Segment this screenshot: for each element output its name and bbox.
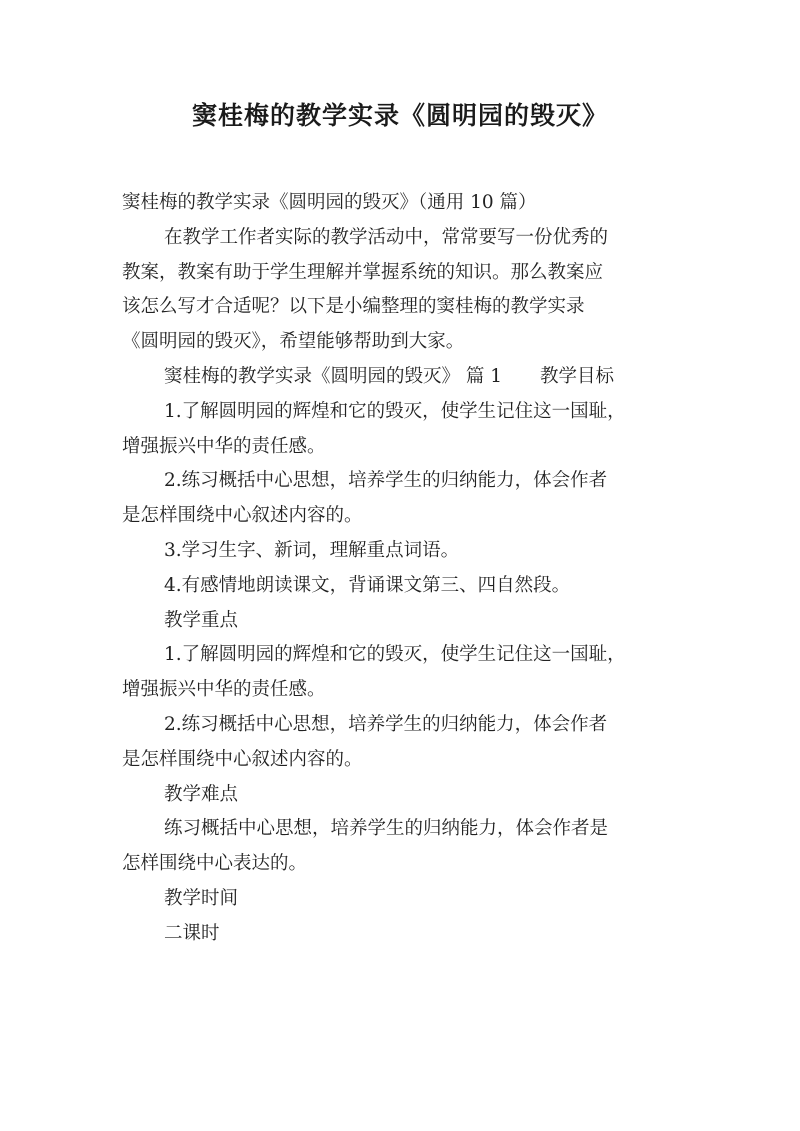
text-line bbox=[122, 778, 682, 813]
text-line-content: 教学时间 bbox=[164, 887, 239, 909]
text-line bbox=[122, 847, 682, 882]
text-line-content: 4.有感情地朗读课文，背诵课文第三、四自然段。 bbox=[164, 574, 571, 596]
text-line-content: 1.了解圆明园的辉煌和它的毁灭，使学生记住这一国耻， bbox=[164, 644, 626, 666]
document-title: 窦桂梅的教学实录《圆明园的毁灭》 bbox=[191, 101, 608, 130]
text-line bbox=[122, 743, 682, 778]
section-heading: 教学目标 bbox=[540, 365, 615, 387]
text-line-content: 窦桂梅的教学实录《圆明园的毁灭》（通用 10 篇） bbox=[122, 192, 537, 213]
text-line bbox=[122, 638, 682, 673]
text-line bbox=[122, 569, 682, 604]
text-line-content: 增强振兴中华的责任感。 bbox=[122, 435, 326, 457]
text-line-content: 是怎样围绕中心叙述内容的。 bbox=[122, 505, 363, 527]
text-line bbox=[122, 499, 682, 534]
text-line bbox=[122, 534, 682, 569]
text-line-content: 3.学习生字、新词，理解重点词语。 bbox=[164, 539, 460, 561]
text-line bbox=[122, 882, 682, 917]
text-line-content: 教学难点 bbox=[164, 783, 239, 805]
text-line bbox=[122, 290, 682, 325]
document-body bbox=[122, 186, 682, 952]
text-line bbox=[122, 360, 682, 395]
text-line-content: 2.练习概括中心思想，培养学生的归纳能力，体会作者 bbox=[164, 713, 608, 735]
text-line bbox=[122, 464, 682, 499]
text-line-content: 《圆明园的毁灭》，希望能够帮助到大家。 bbox=[122, 331, 465, 353]
text-line-content: 1.了解圆明园的辉煌和它的毁灭，使学生记住这一国耻， bbox=[164, 400, 626, 422]
text-line bbox=[122, 256, 682, 291]
text-line-content: 该怎么写才合适呢？以下是小编整理的窦桂梅的教学实录 bbox=[122, 296, 585, 318]
text-line-content: 练习概括中心思想，培养学生的归纳能力，体会作者是 bbox=[164, 818, 609, 840]
text-line bbox=[122, 673, 682, 708]
text-line-content: 增强振兴中华的责任感。 bbox=[122, 679, 326, 701]
text-line bbox=[122, 604, 682, 639]
text-line bbox=[122, 325, 682, 360]
text-line bbox=[122, 221, 682, 256]
text-line bbox=[122, 708, 682, 743]
text-line-content: 怎样围绕中心表达的。 bbox=[122, 853, 308, 875]
text-line-content: 教案，教案有助于学生理解并掌握系统的知识。那么教案应 bbox=[122, 261, 604, 283]
text-line-content: 窦桂梅的教学实录《圆明园的毁灭》 篇 1 bbox=[164, 365, 503, 387]
text-line-content: 二课时 bbox=[164, 922, 220, 944]
text-line-content: 2.练习概括中心思想，培养学生的归纳能力，体会作者 bbox=[164, 470, 608, 492]
text-line-content: 在教学工作者实际的教学活动中，常常要写一份优秀的 bbox=[164, 226, 609, 248]
text-line bbox=[122, 812, 682, 847]
text-line bbox=[122, 917, 682, 952]
text-line bbox=[122, 186, 682, 221]
text-line-content: 是怎样围绕中心叙述内容的。 bbox=[122, 748, 363, 770]
text-line bbox=[122, 395, 682, 430]
text-line bbox=[122, 430, 682, 465]
text-line-content: 教学重点 bbox=[164, 609, 239, 631]
